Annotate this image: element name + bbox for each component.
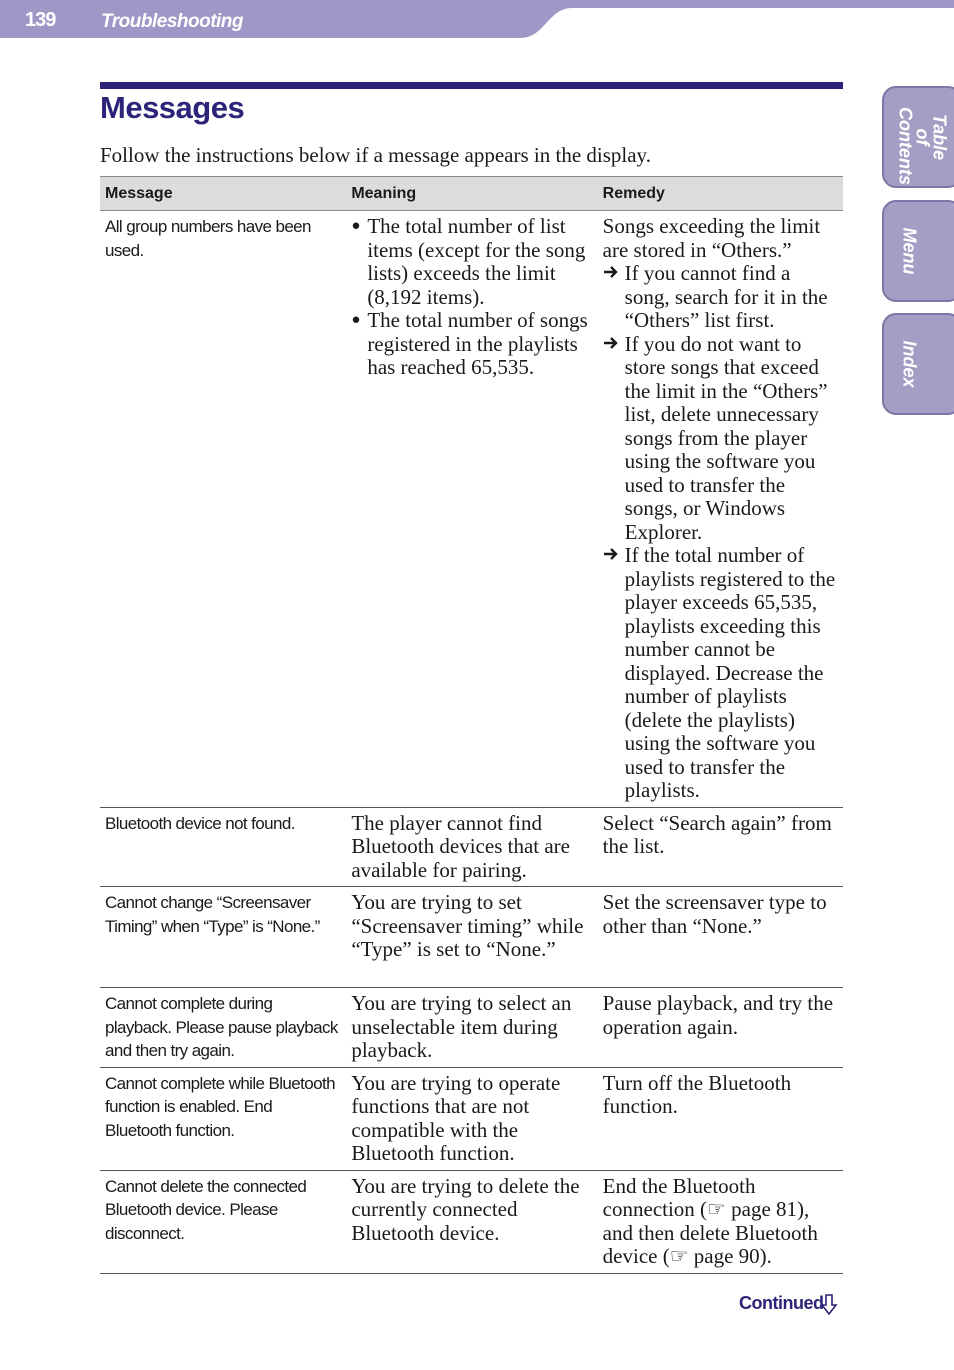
table-row bbox=[100, 1067, 843, 1170]
remedy-intro: Songs exceeding the limit are stored in “Others.” bbox=[602, 214, 821, 262]
meaning-cell: You are trying to set “Screensaver timing” while “Type” is set to “None.” bbox=[346, 887, 597, 988]
continued-label: Continued bbox=[739, 1293, 824, 1313]
message-cell: Cannot change “Screensaver Timing” when “Type” is “None.” bbox=[100, 887, 346, 988]
bullet-icon: ● bbox=[351, 312, 361, 328]
meaning-bullet-text: The total number of songs registered in the playlists has reached 65,535. bbox=[367, 308, 588, 379]
meaning-bullet-item bbox=[351, 215, 591, 309]
column-header-meaning: Meaning bbox=[346, 177, 597, 211]
arrow-right-icon bbox=[603, 544, 625, 803]
section-title: Troubleshooting bbox=[101, 11, 244, 32]
table-row bbox=[100, 1170, 843, 1273]
table-row bbox=[100, 988, 843, 1068]
message-cell: Cannot complete while Bluetooth function is enabled. End Bluetooth function. bbox=[100, 1067, 346, 1170]
remedy-cell bbox=[598, 211, 843, 808]
remedy-step bbox=[603, 544, 837, 803]
table-row bbox=[100, 807, 843, 887]
tab-table-of-contents-label: Table of Contents bbox=[895, 107, 950, 185]
remedy-cell: End the Bluetooth connection (☞ page 81), and then delete Bluetooth device (☞ page 90). bbox=[598, 1170, 843, 1273]
table-row bbox=[100, 887, 843, 988]
tab-index-label: Index bbox=[899, 340, 920, 388]
table-header-row bbox=[100, 177, 843, 211]
remedy-step bbox=[603, 333, 837, 545]
remedy-step-text: If you cannot find a song, search for it in the “Others” list first. bbox=[624, 261, 828, 332]
column-header-message: Message bbox=[100, 177, 346, 211]
remedy-cell: Set the screensaver type to other than “None.” bbox=[598, 887, 843, 988]
arrow-right-icon bbox=[603, 262, 625, 333]
remedy-cell: Turn off the Bluetooth function. bbox=[598, 1067, 843, 1170]
tab-menu-label: Menu bbox=[899, 227, 920, 275]
header-band bbox=[0, 0, 954, 40]
arrow-right-icon bbox=[603, 333, 625, 545]
meaning-bullet-item bbox=[351, 309, 591, 380]
remedy-step-text: If you do not want to store songs that exceed the limit in the “Others” list, delete unnecessary songs from the player using the software you used to transfer the songs, or Windows Explorer. bbox=[624, 331, 828, 544]
tab-menu[interactable] bbox=[882, 200, 954, 302]
remedy-step-text: If the total number of playlists registered to the player exceeds 65,535, playlists exceeding this number cannot be displayed. Decrease the number of playlists (delete the playlists) using the software you used to transfer the playlists. bbox=[624, 543, 836, 802]
message-cell: All group numbers have been used. bbox=[100, 211, 346, 808]
meaning-bullet-text: The total number of list items (except for the song lists) exceeds the limit (8,192 items). bbox=[367, 214, 586, 309]
message-cell: Cannot complete during playback. Please pause playback and then try again. bbox=[100, 988, 346, 1068]
page-title: Messages bbox=[100, 90, 245, 125]
meaning-cell bbox=[346, 211, 597, 808]
meaning-cell: You are trying to operate functions that are not compatible with the Bluetooth function. bbox=[346, 1067, 597, 1170]
remedy-step bbox=[603, 262, 837, 333]
bullet-icon: ● bbox=[351, 218, 361, 234]
table-row bbox=[100, 211, 843, 808]
messages-table bbox=[100, 176, 843, 1274]
remedy-cell: Select “Search again” from the list. bbox=[598, 807, 843, 887]
remedy-cell: Pause playback, and try the operation again. bbox=[598, 988, 843, 1068]
meaning-cell: You are trying to delete the currently connected Bluetooth device. bbox=[346, 1170, 597, 1273]
down-arrow-icon bbox=[820, 1294, 838, 1321]
tab-index[interactable] bbox=[882, 313, 954, 415]
column-header-remedy: Remedy bbox=[598, 177, 843, 211]
intro-text: Follow the instructions below if a message appears in the display. bbox=[100, 143, 651, 167]
page-number: 139 bbox=[25, 9, 56, 31]
tab-table-of-contents[interactable] bbox=[882, 86, 954, 188]
message-cell: Cannot delete the connected Bluetooth device. Please disconnect. bbox=[100, 1170, 346, 1273]
meaning-cell: The player cannot find Bluetooth devices that are available for pairing. bbox=[346, 807, 597, 887]
meaning-cell: You are trying to select an unselectable item during playback. bbox=[346, 988, 597, 1068]
title-rule bbox=[100, 82, 843, 89]
message-cell: Bluetooth device not found. bbox=[100, 807, 346, 887]
